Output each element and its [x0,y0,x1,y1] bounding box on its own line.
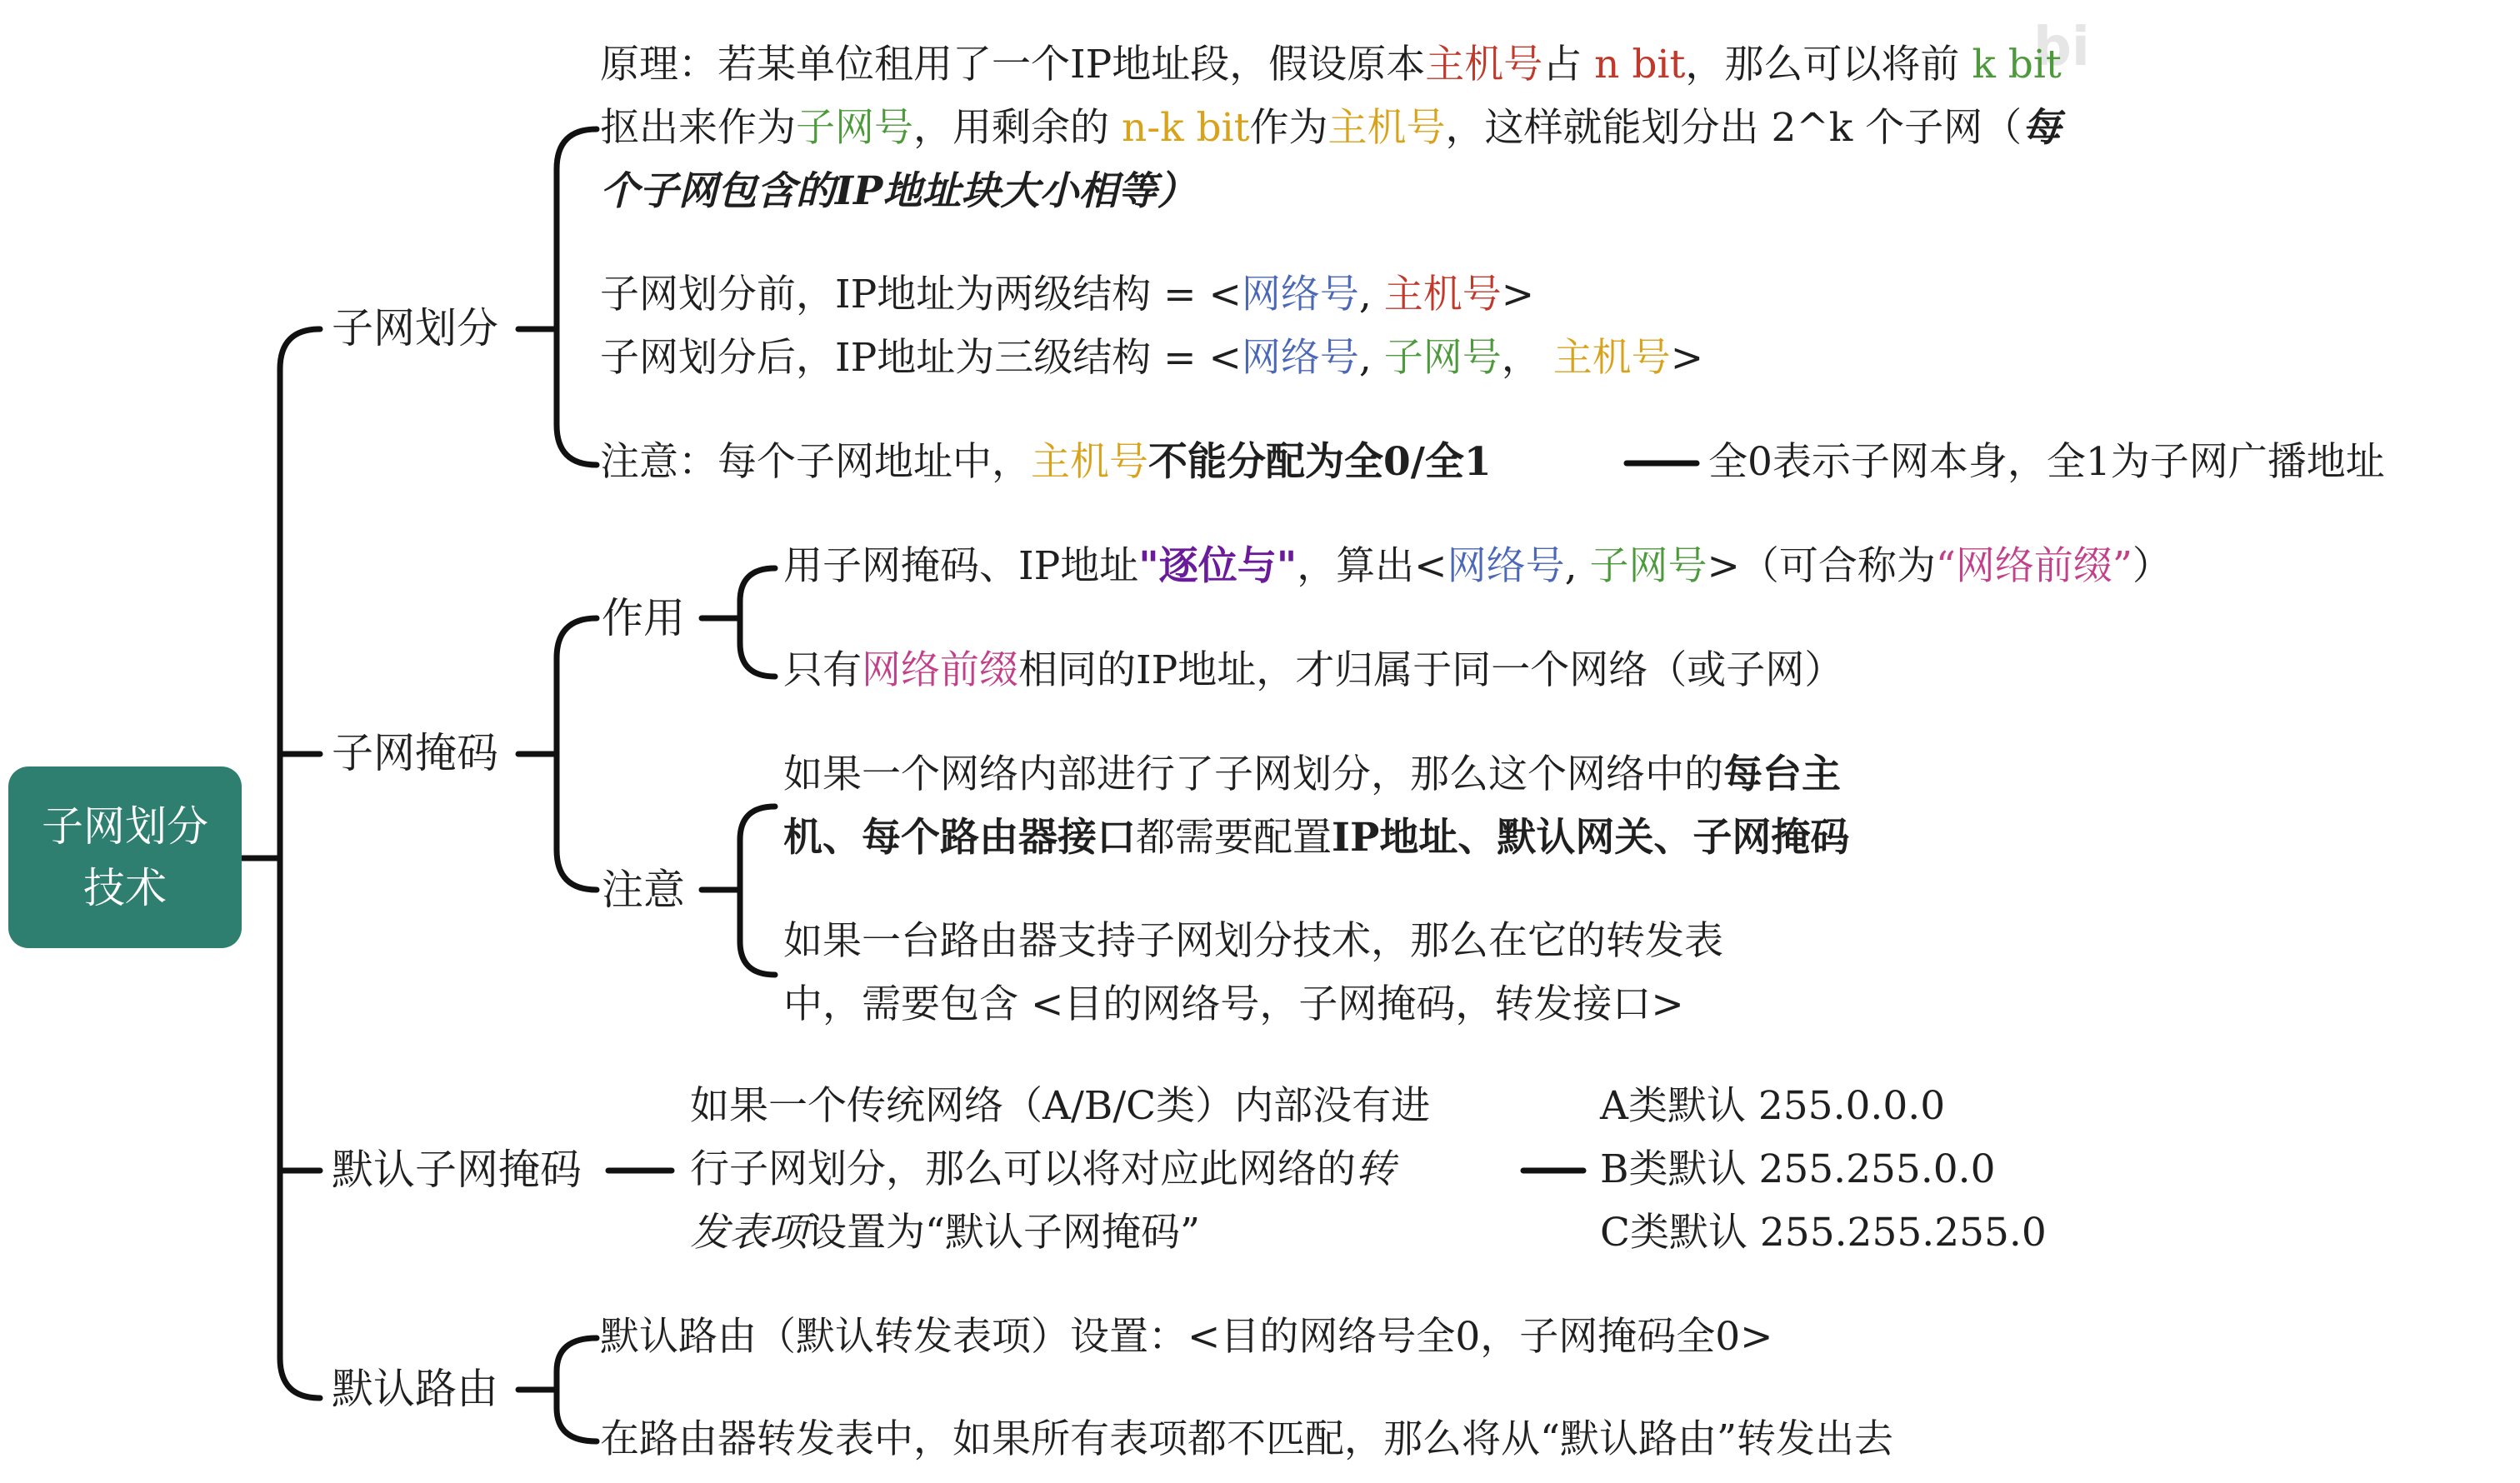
default-mask-class-b: B类默认 255.255.0.0 [1600,1146,1996,1192]
root-label-line1: 子网划分 [42,802,208,851]
principle-line2: 抠出来作为子网号，用剩余的 n-k bit作为主机号，这样就能划分出 2^k 个子网（每 [600,105,2062,151]
mask-role-2: 只有网络前缀相同的IP地址，才归属于同一个网络（或子网） [783,647,1844,693]
default-mask-desc-line3: 发表项设置为“默认子网掩码” [690,1210,1201,1256]
subnet-before-structure: 子网划分前，IP地址为两级结构 = <网络号, 主机号> [600,272,1535,317]
branch-subnetting-label[interactable]: 子网划分 [332,304,498,352]
default-route-line2: 在路由器转发表中，如果所有表项都不匹配，那么将从“默认路由”转发出去 [600,1416,1894,1462]
subnet-after-structure: 子网划分后，IP地址为三级结构 = <网络号, 子网号， 主机号> [600,335,1704,381]
root-label-line2: 技术 [83,864,167,912]
default-mask-desc-line1: 如果一个传统网络（A/B/C类）内部没有进 [690,1083,1431,1129]
default-mask-class-a: A类默认 255.0.0.0 [1600,1083,1946,1129]
default-mask-desc-line2: 行子网划分，那么可以将对应此网络的转 [690,1146,1395,1192]
mask-note-2-line1: 如果一台路由器支持子网划分技术，那么在它的转发表 [783,918,1723,964]
branch-mask-label[interactable]: 子网掩码 [332,729,498,777]
root-node[interactable] [8,766,242,948]
mask-note-2-line2: 中，需要包含 <目的网络号，子网掩码，转发接口> [783,981,1684,1027]
branch-default-route-label[interactable]: 默认路由 [332,1365,498,1413]
branch-default-mask-label[interactable]: 默认子网掩码 [332,1146,582,1194]
subnet-note: 注意：每个子网地址中，主机号不能分配为全0/全1 [600,439,1492,485]
watermark: bi [2033,17,2090,78]
mask-role-1: 用子网掩码、IP地址"逐位与"，算出<网络号, 子网号>（可合称为“网络前缀”） [783,543,2172,589]
mask-note-1-line1: 如果一个网络内部进行了子网划分，那么这个网络中的每台主 [783,751,1841,797]
principle-line3: 个子网包含的IP地址块大小相等） [600,168,1197,214]
principle-line1: 原理：若某单位租用了一个IP地址段，假设原本主机号占 n bit，那么可以将前 k bit [600,42,2062,87]
default-mask-class-c: C类默认 255.255.255.0 [1600,1210,2047,1256]
subnet-note-explanation: 全0表示子网本身，全1为子网广播地址 [1708,439,2385,485]
mask-role-label[interactable]: 作用 [602,594,685,642]
mask-note-1-line2: 机、每个路由器接口都需要配置IP地址、默认网关、子网掩码 [783,815,1850,861]
default-route-line1: 默认路由（默认转发表项）设置：<目的网络号全0，子网掩码全0> [600,1314,1773,1360]
mask-note-label[interactable]: 注意 [602,866,685,914]
